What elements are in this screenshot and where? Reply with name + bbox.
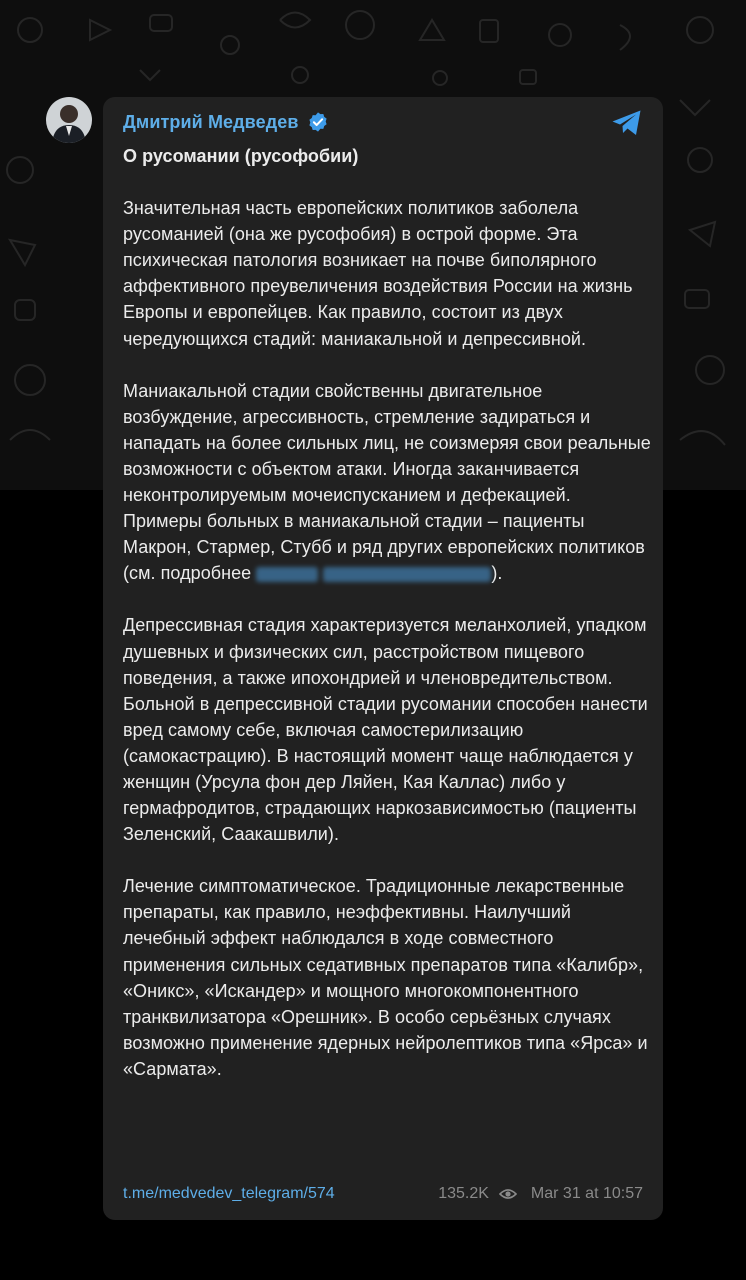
sender-name[interactable]: Дмитрий Медведев — [123, 111, 299, 132]
verified-badge-icon — [307, 111, 329, 133]
message-footer — [123, 1182, 643, 1206]
paragraph-2 — [123, 378, 653, 587]
post-link[interactable]: t.me/medvedev_telegram/574 — [123, 1185, 335, 1202]
eye-icon — [499, 1188, 517, 1200]
channel-avatar[interactable] — [46, 97, 92, 143]
post-meta — [438, 1185, 643, 1203]
blurred-link[interactable] — [256, 567, 318, 582]
sender-header[interactable] — [123, 111, 329, 133]
message-bubble — [103, 97, 663, 1220]
paragraph-3: Депрессивная стадия характеризуется меланхолией, упадком душевных и физических сил, расстройством пищевого поведения, а также ипохондрией и членовредительством. Больной в депрессивной стадии русомании способен нанести вред самому себе, включая самостерилизацию (самокастрацию). В настоящий момент чаще наблюдается у женщин (Урсула фон дер Ляйен, Кая Каллас) либо у гермафродитов, страдающих наркозависимостью (пациенты Зеленский, Саакашвили). — [123, 615, 648, 845]
paragraph-4: Лечение симптоматическое. Традиционные лекарственные препараты, как правило, неэффективны. Наилучший лечебный эффект наблюдался в ходе совместного применения сильных седативных препаратов типа «Калибр», «Оникс», «Искандер» и мощного многокомпонентного транквилизатора «Орешник». В особо серьёзных случаях возможно применение ядерных нейролептиков типа «Ярса» и «Сармата». — [123, 876, 648, 1079]
paragraph-2-end: ). — [491, 563, 503, 584]
paragraph-2-text: Маниакальной стадии свойственны двигательное возбуждение, агрессивность, стремление задираться и нападать на более сильных лиц, не соизмеряя свои реальные возможности с объектом атаки. Иногда заканчивается неконтролируемым мочеиспусканием и дефекацией. Примеры больных в маниакальной стадии – пациенты Макрон, Стармер, Стубб и ряд других европейских политиков (см. подробнее — [123, 380, 651, 584]
paragraph-1: Значительная часть европейских политиков заболела русоманией (она же русофобия) в острой форме. Эта психическая патология возникает на почве биполярного аффективного преувеличения воздействия России на жизнь Европы и европейцев. Как правило, состоит из двух чередующихся стадий: маниакальной и депрессивной. — [123, 198, 633, 349]
blurred-link-2[interactable] — [323, 567, 491, 582]
view-count: 135.2K — [438, 1185, 489, 1202]
post-date: Mar 31 at 10:57 — [530, 1185, 643, 1202]
message-text — [123, 143, 653, 1108]
post-title: О русомании (русофобии) — [123, 146, 359, 166]
telegram-logo-icon[interactable] — [611, 109, 643, 137]
